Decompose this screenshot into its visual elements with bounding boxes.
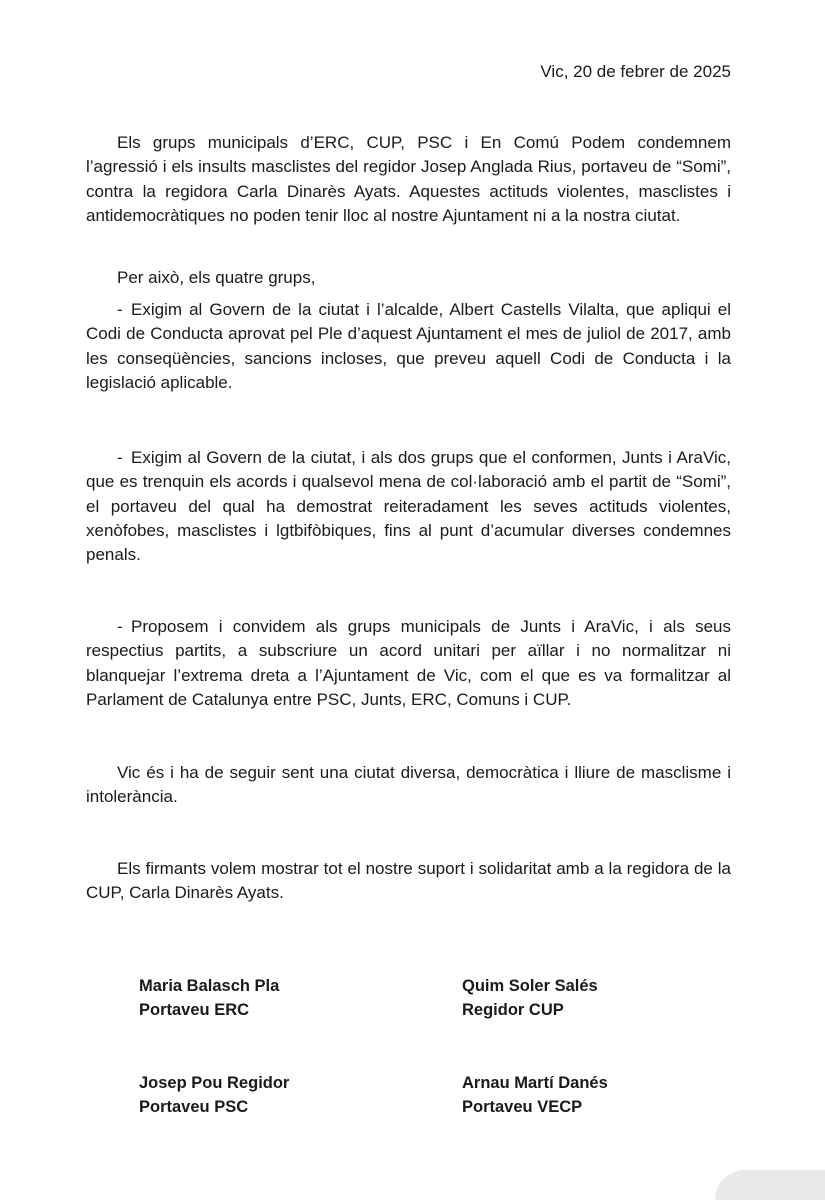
- intro-paragraph: Els grups municipals d’ERC, CUP, PSC i En Comú Podem condemnem l’agressió i els insults masclistes del regidor Josep Anglada Rius, portaveu de “Somi”, contra la regidora Carla Dinarès Ayats. Aquestes actituds violentes, masclistes i antidemocràtiques no poden tenir lloc al nostre Ajuntament ni a la nostra ciutat.: [86, 133, 731, 225]
- bullet-item: [86, 446, 731, 567]
- lead-in-paragraph: Per això, els quatre grups,: [117, 268, 316, 287]
- corner-overlay-shape: [715, 1170, 825, 1200]
- signature-block: [139, 974, 279, 1022]
- signatory-role: Portaveu PSC: [139, 1098, 249, 1116]
- signature-block: [462, 974, 598, 1022]
- bullet-item: [86, 615, 731, 712]
- bullet-dash: -: [117, 300, 123, 319]
- bullet-dash: -: [117, 448, 123, 467]
- support-paragraph: Els firmants volem mostrar tot el nostre suport i solidaritat amb a la regidora de la CUP, Carla Dinarès Ayats.: [86, 859, 731, 903]
- bullet-dash: -: [117, 617, 123, 636]
- signatory-role: Regidor CUP: [462, 1001, 564, 1019]
- signatory-name: Josep Pou Regidor: [139, 1074, 290, 1092]
- bullet-text: Exigim al Govern de la ciutat i l’alcalde, Albert Castells Vilalta, que apliqui el Codi de Conducta aprovat pel Ple d’aquest Ajuntament el mes de juliol de 2017, amb les conseqüències, sancions incloses, que preveu aquell Codi de Conducta i la legislació aplicable.: [86, 300, 731, 392]
- signature-block: [139, 1071, 289, 1119]
- closing-paragraph: Vic és i ha de seguir sent una ciutat diversa, democràtica i lliure de masclisme i intolerància.: [86, 763, 731, 807]
- bullet-item: [86, 298, 731, 395]
- signatory-name: Maria Balasch Pla: [139, 977, 280, 995]
- signatory-name: Quim Soler Salés: [462, 977, 598, 995]
- bullet-text: Proposem i convidem als grups municipals de Junts i AraVic, i als seus respectius partits, a subscriure un acord unitari per aïllar i no normalitzar ni blanquejar l’extrema dreta a l’Ajuntament de Vic, com el que es va formalitzar al Parlament de Catalunya entre PSC, Junts, ERC, Comuns i CUP.: [86, 617, 731, 709]
- bullet-text: Exigim al Govern de la ciutat, i als dos grups que el conformen, Junts i AraVic, que es trenquin els acords i qualsevol mena de col·laboració amb el partit de “Somi”, el portaveu del qual ha demostrat reiteradament les seves actituds violentes, xenòfobes, masclistes i lgtbifòbiques, fins al punt d’acumular diverses condemnes penals.: [86, 448, 731, 565]
- date-line: Vic, 20 de febrer de 2025: [540, 62, 731, 81]
- signatory-name: Arnau Martí Danés: [462, 1074, 608, 1092]
- signature-block: [462, 1071, 608, 1119]
- signatory-role: Portaveu VECP: [462, 1098, 583, 1116]
- signatory-role: Portaveu ERC: [139, 1001, 250, 1019]
